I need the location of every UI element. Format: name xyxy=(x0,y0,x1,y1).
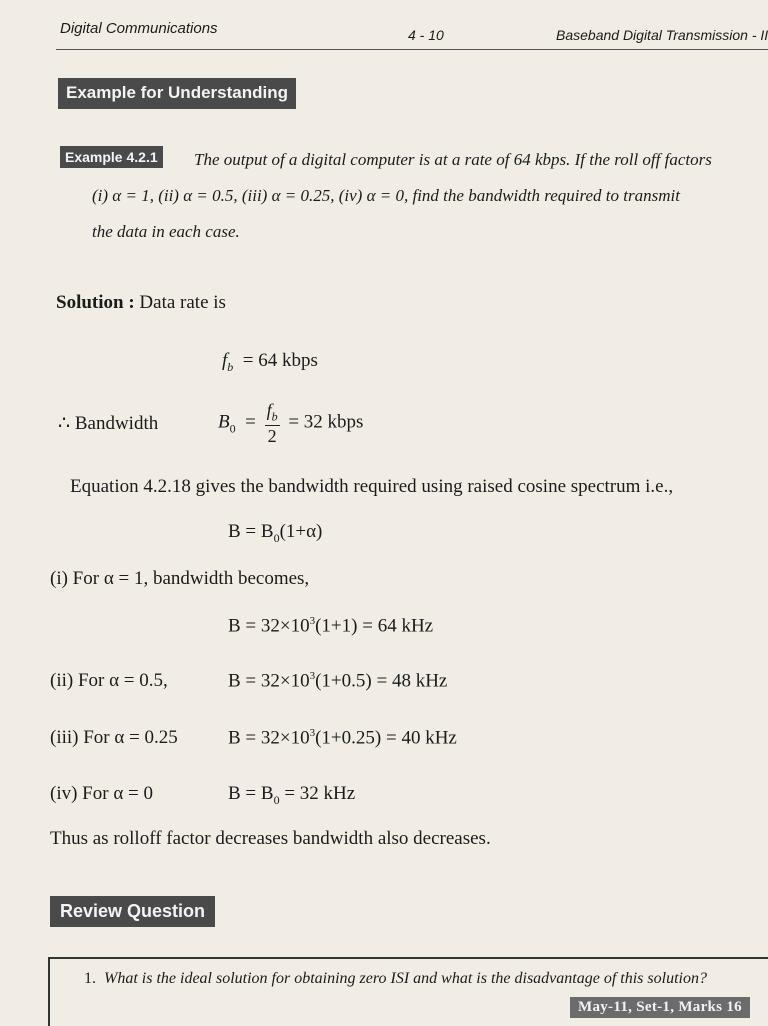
case-2-eq-b: (1+0.5) = 48 kHz xyxy=(315,670,448,692)
conclusion: Thus as rolloff factor decreases bandwidth also decreases. xyxy=(50,828,491,849)
header-divider xyxy=(56,49,768,50)
case-1-equation xyxy=(228,615,433,637)
review-question-text: What is the ideal solution for obtaining zero ISI and what is the disadvantage of this solution? xyxy=(104,970,707,987)
numerator-symbol: f xyxy=(266,400,272,420)
review-question xyxy=(84,970,707,988)
case-1-exponent: 3 xyxy=(309,615,316,627)
case-4-label: (iv) For α = 0 xyxy=(50,783,153,804)
fb-symbol: f xyxy=(222,350,228,371)
b0-subscript: 0 xyxy=(229,421,236,436)
case-3-exponent: 3 xyxy=(309,727,316,739)
example-question-line-3: the data in each case. xyxy=(92,222,240,241)
case-2-label: (ii) For α = 0.5, xyxy=(50,670,168,691)
general-eq-subscript: 0 xyxy=(273,530,280,545)
numerator-subscript: b xyxy=(271,409,278,424)
fb-subscript: b xyxy=(227,359,234,374)
case-1-label: (i) For α = 1, bandwidth becomes, xyxy=(50,568,310,589)
case-4-eq-b: = 32 kHz xyxy=(284,783,356,804)
section-tag: Example for Understanding xyxy=(58,78,296,109)
case-4-subscript: 0 xyxy=(273,792,280,807)
review-question-tag: Review Question xyxy=(50,896,215,927)
bandwidth-equation: $B_0$ = $\frac{f_b}{2}$ = 32 kbps xyxy=(218,400,364,446)
case-1-eq-b: (1+1) = 64 kHz xyxy=(315,615,434,637)
book-title: Digital Communications xyxy=(60,20,218,37)
b0-symbol: B xyxy=(218,411,230,433)
case-3-label: (iii) For α = 0.25 xyxy=(50,727,178,748)
fraction-numerator xyxy=(265,400,280,426)
bandwidth-fraction xyxy=(265,400,280,447)
case-3-eq-b: (1+0.25) = 40 kHz xyxy=(315,727,457,749)
equation-reference: Equation 4.2.18 gives the bandwidth required using raised cosine spectrum i.e., xyxy=(70,476,674,497)
example-label: Example 4.2.1 xyxy=(60,146,163,168)
example-question-line-1: The output of a digital computer is at a rate of 64 kbps. If the roll off factors xyxy=(194,150,712,169)
review-question-number: 1. xyxy=(84,970,96,987)
fraction-denominator: 2 xyxy=(267,425,277,446)
general-eq-rhs: (1+α) xyxy=(279,521,323,542)
fb-value: = 64 kbps xyxy=(242,350,318,371)
case-1-eq-a: B = 32×10 xyxy=(228,615,310,637)
example-question-line-2: (i) α = 1, (ii) α = 0.5, (iii) α = 0.25, (iv) α = 0, find the bandwidth required to transmit xyxy=(92,186,680,205)
solution-heading: Solution : xyxy=(56,292,135,313)
solution-intro xyxy=(56,292,226,314)
case-2-eq-a: B = 32×10 xyxy=(228,670,310,692)
case-3-eq-a: B = 32×10 xyxy=(228,727,310,749)
data-rate-equation xyxy=(222,350,318,375)
marks-badge: May-11, Set-1, Marks 16 xyxy=(570,997,750,1018)
case-4-eq-a: B = B xyxy=(228,783,274,804)
b0-result: = 32 kbps xyxy=(288,411,364,433)
general-bandwidth-equation xyxy=(228,521,322,546)
case-2-equation xyxy=(228,670,447,692)
general-eq-lhs: B = B xyxy=(228,521,274,542)
case-4-equation xyxy=(228,783,355,808)
bandwidth-label: ∴ Bandwidth xyxy=(58,413,159,434)
chapter-title: Baseband Digital Transmission - II xyxy=(556,27,768,43)
page-number: 4 - 10 xyxy=(408,27,444,43)
solution-intro-text: Data rate is xyxy=(139,292,226,313)
case-2-exponent: 3 xyxy=(309,670,316,682)
case-3-equation xyxy=(228,727,457,749)
